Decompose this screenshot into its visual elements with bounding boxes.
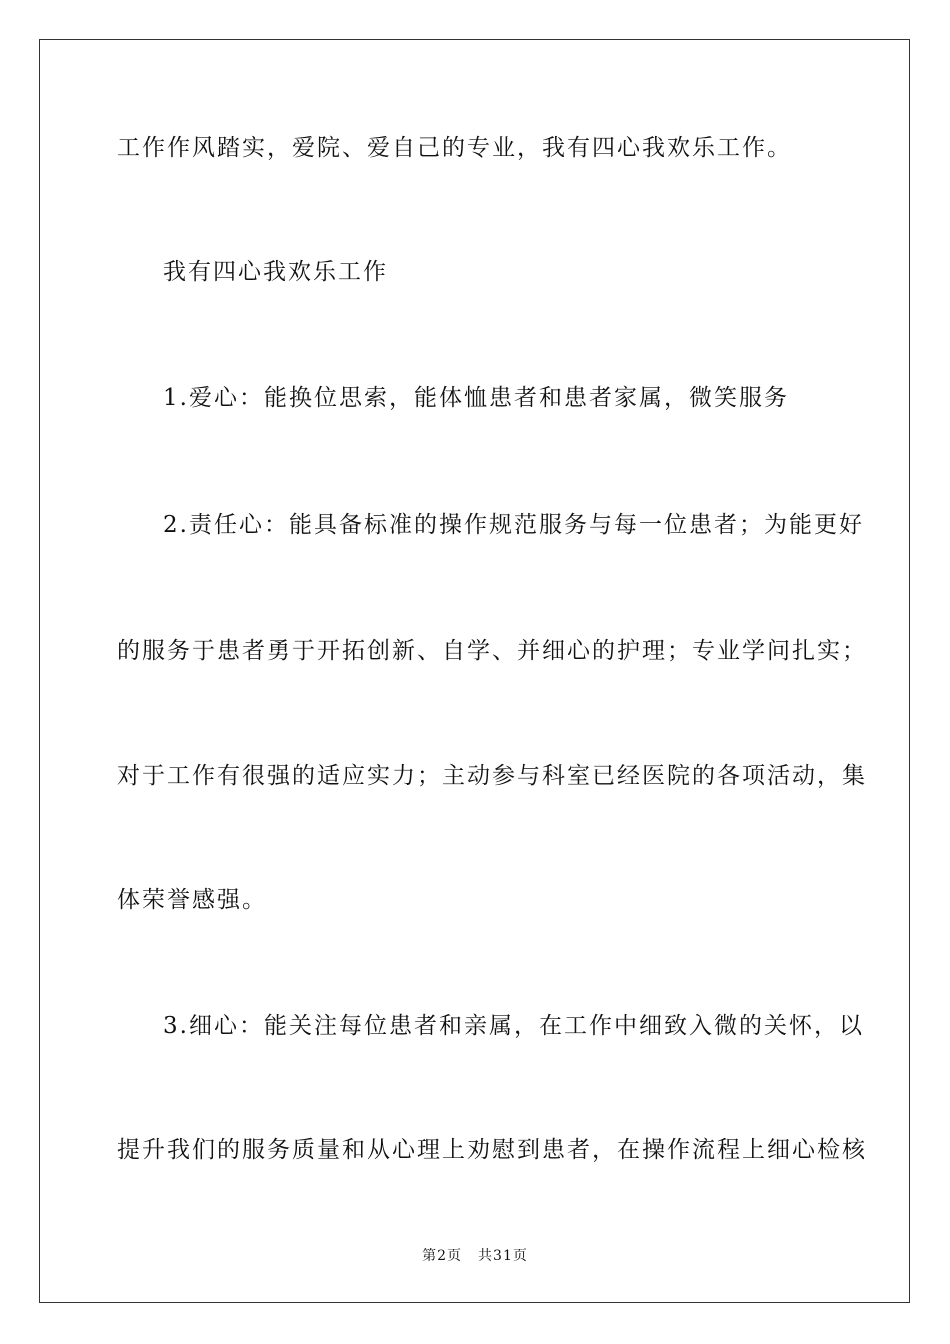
body-line-9: 提升我们的服务质量和从心理上劝慰到患者，在操作流程上细心检核 [117,1137,867,1163]
body-line-1: 工作作风踏实，爱院、爱自己的专业，我有四心我欢乐工作。 [117,135,792,161]
page-footer [0,1246,950,1266]
body-line-5: 的服务于患者勇于开拓创新、自学、并细心的护理；专业学问扎实； [117,638,867,664]
list-item-love: 1.爱心：能换位思索，能体恤患者和患者家属，微笑服务 [163,385,789,411]
list-item-responsibility: 2.责任心：能具备标准的操作规范服务与每一位患者；为能更好 [163,512,864,538]
body-line-6: 对于工作有很强的适应实力；主动参与科室已经医院的各项活动，集 [117,763,867,789]
page-number: 第2页 [422,1248,463,1264]
section-heading: 我有四心我欢乐工作 [163,259,388,285]
list-item-carefulness: 3.细心：能关注每位患者和亲属，在工作中细致入微的关怀，以 [163,1013,864,1039]
page-total: 共31页 [478,1248,528,1264]
body-line-7: 体荣誉感强。 [117,887,267,913]
page-border [39,39,910,1303]
